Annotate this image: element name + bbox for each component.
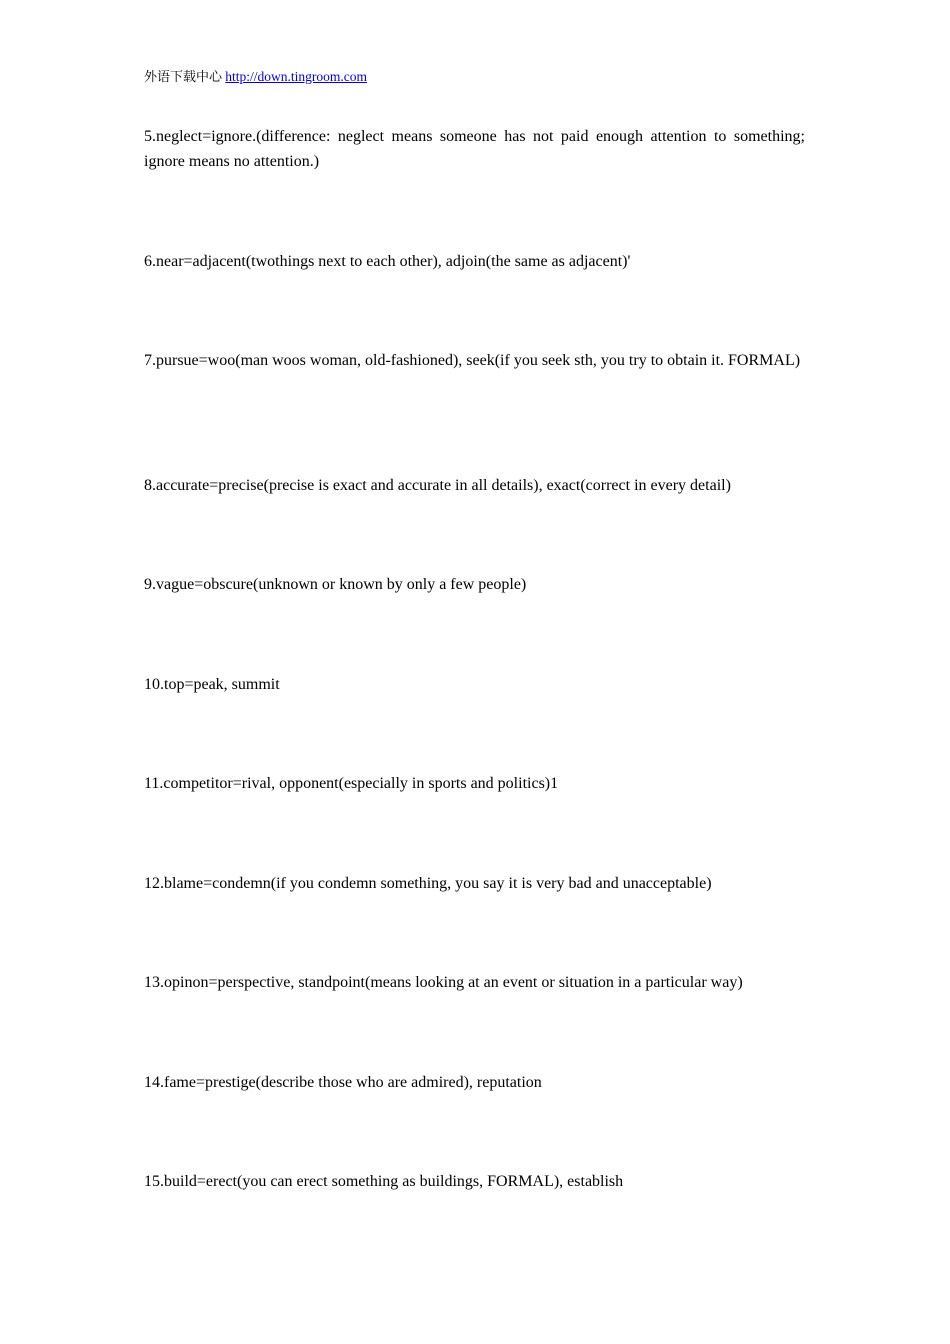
site-name: 外语下载中心 xyxy=(144,70,223,85)
vocab-entry-12: 12.blame=condemn(if you condemn something, you say it is very bad and unacceptable) xyxy=(144,875,712,892)
vocab-entry-9: 9.vague=obscure(unknown or known by only a few people) xyxy=(144,576,527,593)
site-link[interactable]: http://down.tingroom.com xyxy=(225,69,368,84)
vocab-entry-5: 5.neglect=ignore.(difference: neglect means someone has not paid enough attention to something; ignore means no attention.) xyxy=(144,128,805,170)
vocab-entry-15: 15.build=erect(you can erect something as buildings, FORMAL), establish xyxy=(144,1173,624,1190)
vocab-entry-11: 11.competitor=rival, opponent(especially in sports and politics)1 xyxy=(144,775,559,792)
vocab-entry-7: 7.pursue=woo(man woos woman, old-fashioned), seek(if you seek sth, you try to obtain it. FORMAL) xyxy=(144,352,801,369)
vocab-entry-13: 13.opinon=perspective, standpoint(means looking at an event or situation in a particular way) xyxy=(144,974,743,991)
vocab-entry-10: 10.top=peak, summit xyxy=(144,676,280,693)
vocab-entry-6: 6.near=adjacent(twothings next to each other), adjoin(the same as adjacent)' xyxy=(144,253,631,270)
page-header xyxy=(144,68,367,87)
vocab-entry-8: 8.accurate=precise(precise is exact and accurate in all details), exact(correct in every detail) xyxy=(144,477,731,494)
vocab-entry-14: 14.fame=prestige(describe those who are admired), reputation xyxy=(144,1074,542,1091)
